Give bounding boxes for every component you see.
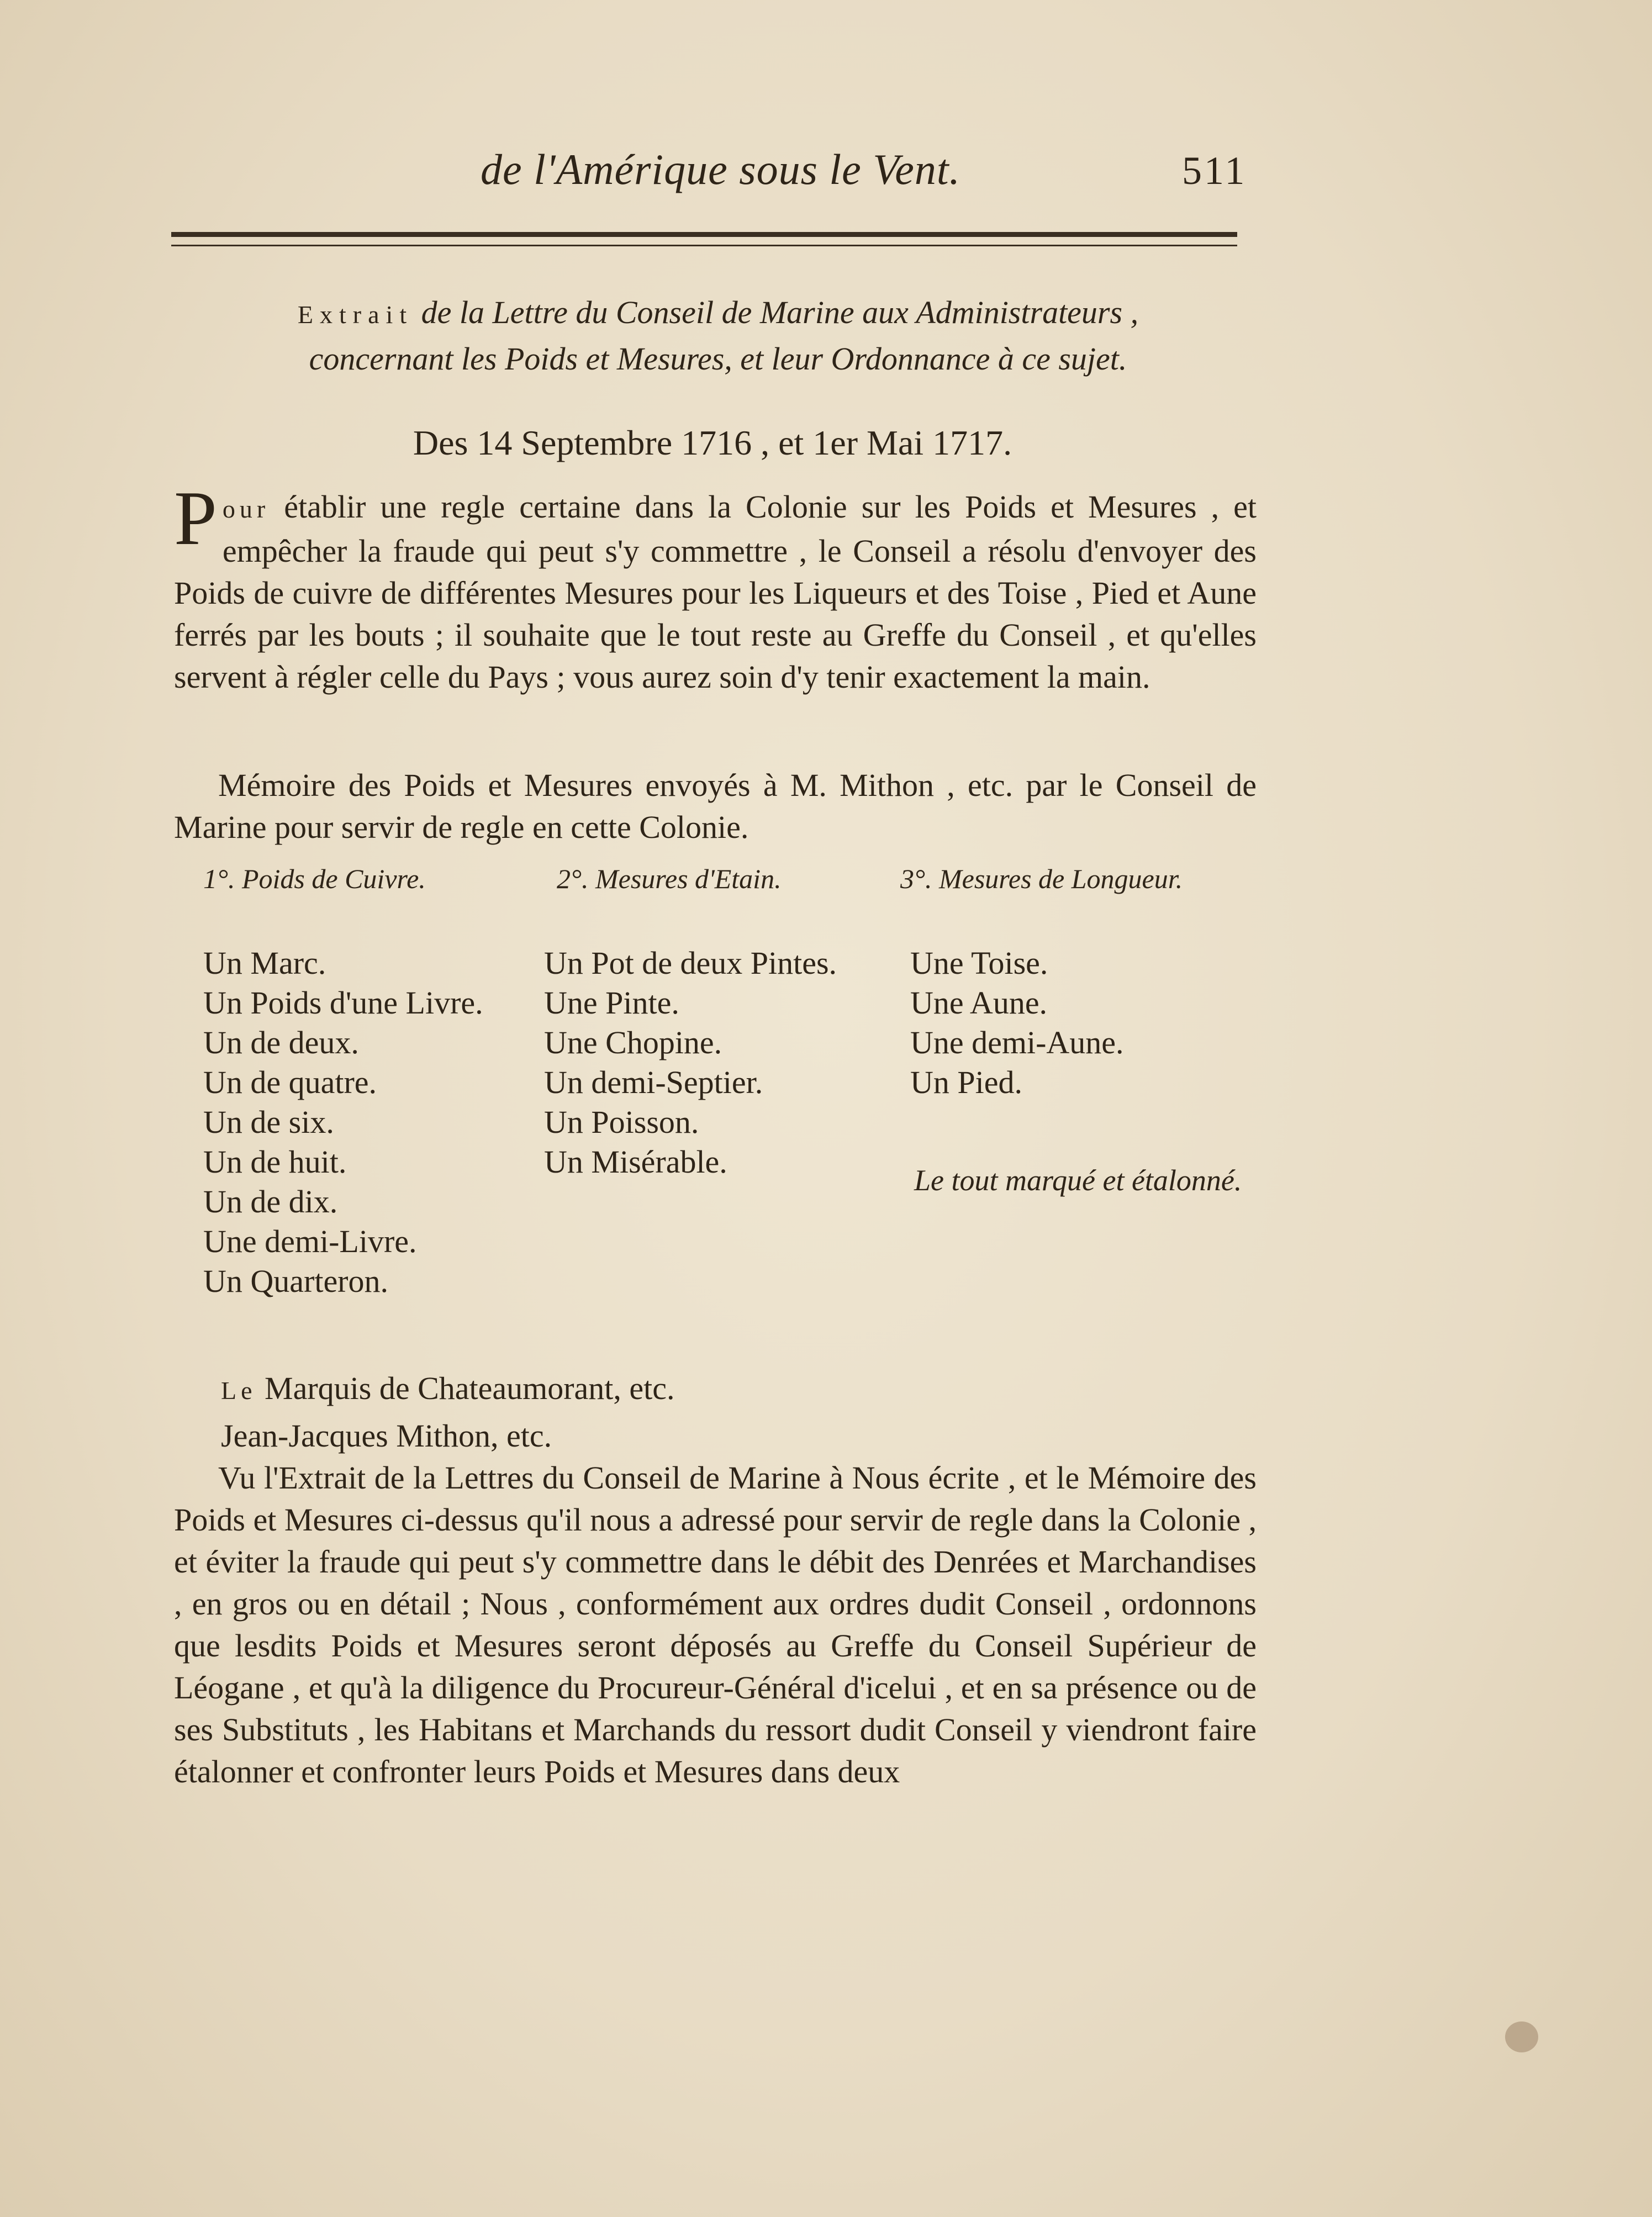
paragraph-1-text: établir une regle certaine dans la Colonie sur les Poids et Mesures , et empêcher la fraude qui peut s'y commettre , le Conseil a résolu d'envoyer des Poids de cuivre de différentes Mesures pour les Liqueurs et des Toise , Pied et Aune ferrés par les bouts ; il souhaite que le tout reste au Greffe du Conseil , et qu'elles servent à régler celle du Pays ; vous aurez soin d'y tenir exactement la main. — [174, 489, 1257, 695]
list-item: Un Poids d'une Livre. — [203, 985, 483, 1021]
small-caps-word: our — [222, 495, 270, 523]
column-header-poids: 1°. Poids de Cuivre. — [203, 863, 426, 894]
list-item: Un Marc. — [203, 945, 326, 981]
paper-stain — [1505, 2021, 1538, 2052]
extrait-line-1-text: de la Lettre du Conseil de Marine aux Administrateurs , — [421, 294, 1139, 330]
running-title: de l'Amérique sous le Vent. — [481, 145, 961, 193]
marking-note: Le tout marqué et étalonné. — [914, 1164, 1242, 1197]
list-item: Un Pot de deux Pintes. — [544, 945, 837, 981]
page-number: 511 — [1182, 149, 1247, 193]
header-rule — [171, 232, 1237, 246]
signature-line-1 — [221, 1370, 675, 1407]
column-mesures-longueur — [910, 943, 1124, 1102]
list-item: Une Pinte. — [544, 985, 679, 1021]
list-item: Un de quatre. — [203, 1064, 377, 1100]
list-item: Une demi-Livre. — [203, 1223, 417, 1259]
list-item: Une demi-Aune. — [910, 1025, 1124, 1060]
signature-line-2: Jean-Jacques Mithon, etc. — [221, 1418, 552, 1454]
column-header-mesures-longueur: 3°. Mesures de Longueur. — [900, 863, 1183, 894]
signature-small-caps: Le — [221, 1376, 257, 1405]
list-item: Une Toise. — [910, 945, 1048, 981]
list-item: Un de six. — [203, 1104, 334, 1140]
paragraph-1 — [174, 476, 1257, 698]
list-item: Un de dix. — [203, 1184, 338, 1220]
list-item: Une Chopine. — [544, 1025, 722, 1060]
extrait-lead: Extrait — [297, 300, 414, 329]
list-item: Une Aune. — [910, 985, 1048, 1021]
signature-line-1-text: Marquis de Chateaumorant, etc. — [256, 1370, 675, 1406]
list-item: Un demi-Septier. — [544, 1064, 763, 1100]
list-item: Un Poisson. — [544, 1104, 699, 1140]
list-item: Un Pied. — [910, 1064, 1022, 1100]
list-item: Un Misérable. — [544, 1144, 727, 1180]
extrait-line-1 — [171, 287, 1265, 340]
date-line: Des 14 Septembre 1716 , et 1er Mai 1717. — [413, 423, 1012, 462]
drop-cap: P — [174, 476, 217, 561]
column-header-mesures-etain: 2°. Mesures d'Etain. — [557, 863, 782, 894]
list-item: Un Quarteron. — [203, 1263, 389, 1299]
paragraph-3: Vu l'Extrait de la Lettres du Conseil de Marine à Nous écrite , et le Mémoire des Poids et Mesures ci-dessus qu'il nous a adressé pour servir de regle dans la Colonie , et éviter la fraude qui peut s'y commettre dans le débit des Denrées et Marchandises , en gros ou en détail ; Nous , conformément aux ordres dudit Conseil , ordonnons que lesdits Poids et Mesures seront déposés au Greffe du Conseil Supérieur de Léogane , et qu'à la diligence du Procureur-Général d'icelui , et en sa présence ou de ses Substituts , les Habitans et Marchands du ressort dudit Conseil y viendront faire étalonner et confronter leurs Poids et Mesures dans deux — [174, 1460, 1257, 1790]
paragraph-2: Mémoire des Poids et Mesures envoyés à M. Mithon , etc. par le Conseil de Marine pour servir de regle en cette Colonie. — [174, 767, 1257, 845]
column-mesures-etain — [544, 943, 837, 1182]
extrait-line-2: concernant les Poids et Mesures, et leur Ordonnance à ce sujet. — [309, 341, 1127, 377]
list-item: Un de deux. — [203, 1025, 359, 1060]
list-item: Un de huit. — [203, 1144, 347, 1180]
column-poids — [203, 943, 483, 1301]
